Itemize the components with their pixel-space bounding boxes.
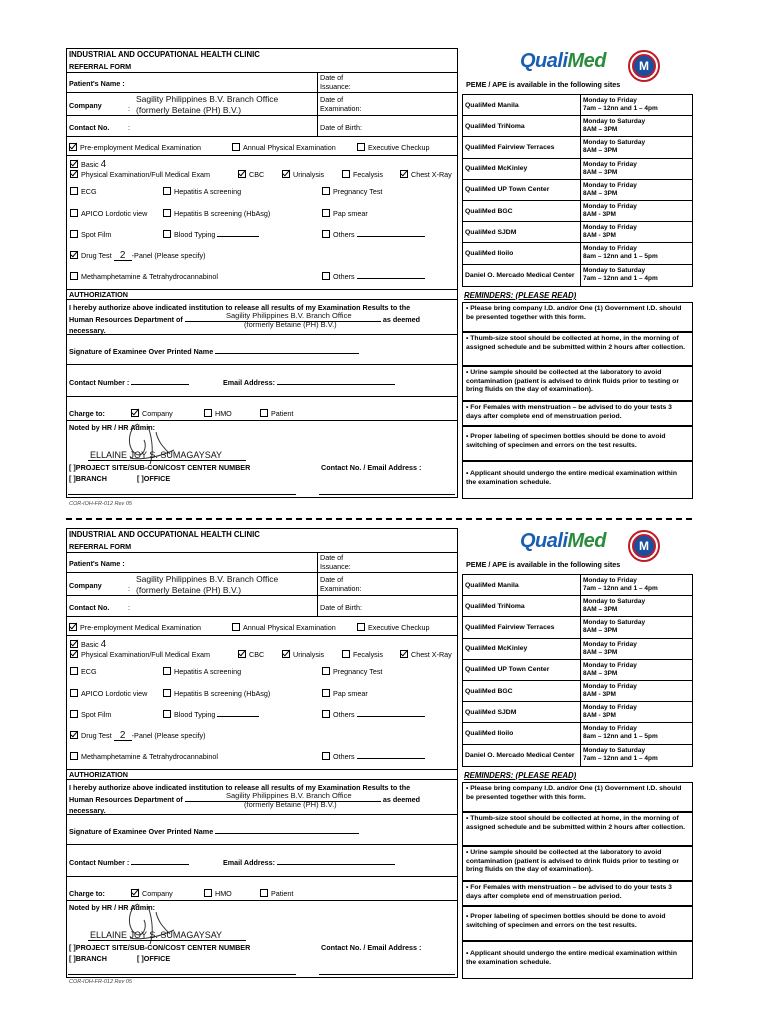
date-issuance-label-2: Issuance: (320, 82, 351, 91)
reminder-item: • Applicant should undergo the entire medical examination within the examination schedule. (462, 461, 693, 499)
sites-table (462, 574, 693, 767)
checkbox-icon (232, 623, 240, 631)
table-row: QualiMed McKinley Monday to Friday 8AM – 3PM (463, 639, 692, 660)
checkbox-icon (70, 187, 78, 195)
reminders-heading: REMINDERS: (PLEASE READ) (464, 771, 577, 780)
apico-option[interactable]: APICO Lordotic view (70, 209, 147, 218)
checkbox-icon (163, 710, 171, 718)
checkbox-checked-icon (70, 650, 78, 658)
drug-panel-value: 2 (119, 250, 126, 261)
reminder-item: • Urine sample should be collected at the laboratory to avoid contamination (patient is advised to drink fluids prior to testing or bring fluids on the day of examination). (462, 366, 693, 401)
checkbox-icon (357, 623, 365, 631)
pre-employment-option[interactable]: Pre-employment Medical Examination (69, 623, 201, 632)
hospital-seal-icon: M (628, 50, 660, 82)
branch-option[interactable]: [ ]BRANCH (69, 954, 107, 963)
signature-label: Signature of Examinee Over Printed Name (69, 347, 359, 356)
charge-patient-option[interactable]: Patient (260, 409, 293, 418)
project-site-option[interactable]: [ ]PROJECT SITE/SUB-CON/COST CENTER NUMBER (69, 943, 251, 952)
pregnancy-option[interactable]: Pregnancy Test (322, 187, 382, 196)
checkbox-icon (70, 230, 78, 238)
company-value-1: Sagility Philippines B.V. Branch Office (136, 94, 279, 104)
checkbox-icon (70, 689, 78, 697)
auth-company-2: (formerly Betaine (PH) B.V.) (244, 800, 337, 809)
footer-code: COR-IOH-FR-012 Rev 05 (69, 501, 132, 507)
company-value-1: Sagility Philippines B.V. Branch Office (136, 574, 279, 584)
hr-name: ELLAINE JOY S. SUMAGAYSAY (90, 450, 223, 460)
checkbox-checked-icon (282, 170, 290, 178)
chest-xray-option[interactable]: Chest X-Ray (400, 170, 452, 179)
spot-film-option[interactable]: Spot Film (70, 230, 111, 239)
metha-option[interactable]: Methamphetamine & Tetrahydrocannabinol (70, 752, 218, 761)
chest-xray-option[interactable]: Chest X-Ray (400, 650, 452, 659)
project-site-option[interactable]: [ ]PROJECT SITE/SUB-CON/COST CENTER NUMBER (69, 463, 251, 472)
contact-number-label: Contact Number : (69, 858, 189, 867)
checkbox-icon (232, 143, 240, 151)
hep-a-option[interactable]: Hepatitis A screening (163, 187, 241, 196)
reminder-item: • Proper labeling of specimen bottles should be done to avoid switching of specimen and errors on the test results. (462, 426, 693, 461)
reminder-item: • Please bring company I.D. and/or One (1) Government I.D. should be presented together with this form. (462, 302, 693, 332)
table-row: QualiMed SJDM Monday to Friday 8AM - 3PM (463, 222, 692, 243)
drug-test-option[interactable]: Drug Test 2 -Panel (Please specify) (70, 731, 206, 741)
checkbox-icon (342, 650, 350, 658)
checkbox-icon (322, 667, 330, 675)
pregnancy-option[interactable]: Pregnancy Test (322, 667, 382, 676)
table-row: QualiMed Iloilo Monday to Friday 8am – 12nn and 1 – 5pm (463, 723, 692, 744)
table-row: QualiMed BGC Monday to Friday 8AM - 3PM (463, 201, 692, 222)
dob-label: Date of Birth: (320, 603, 362, 612)
annual-exam-option[interactable]: Annual Physical Examination (232, 143, 336, 152)
table-row: QualiMed UP Town Center Monday to Friday 8AM – 3PM (463, 660, 692, 681)
executive-checkup-option[interactable]: Executive Checkup (357, 143, 430, 152)
basic-option[interactable]: Basic 4 (70, 160, 106, 169)
reminder-item: • Please bring company I.D. and/or One (1) Government I.D. should be presented together with this form. (462, 782, 693, 812)
executive-checkup-option[interactable]: Executive Checkup (357, 623, 430, 632)
company-colon: : (128, 104, 130, 113)
hr-name: ELLAINE JOY S. SUMAGAYSAY (90, 930, 223, 940)
checkbox-checked-icon (131, 409, 139, 417)
table-row: Daniel O. Mercado Medical Center Monday to Saturday 7am – 12nn and 1 – 4pm (463, 745, 692, 766)
table-row: QualiMed McKinley Monday to Friday 8AM – 3PM (463, 159, 692, 180)
checkbox-icon (163, 667, 171, 675)
table-row: QualiMed Manila Monday to Friday 7am – 12nn and 1 – 4pm (463, 95, 692, 116)
clinic-title: INDUSTRIAL AND OCCUPATIONAL HEALTH CLINIC (69, 530, 260, 539)
pre-employment-option[interactable]: Pre-employment Medical Examination (69, 143, 201, 152)
checkbox-icon (322, 230, 330, 238)
fecalysis-option[interactable]: Fecalysis (342, 650, 383, 659)
contact-email-label: Contact No. / Email Address : (321, 943, 422, 952)
table-row: Daniel O. Mercado Medical Center Monday to Saturday 7am – 12nn and 1 – 4pm (463, 265, 692, 286)
office-option[interactable]: [ ]OFFICE (137, 474, 171, 483)
reminder-item: • For Females with menstruation – be advised to do your tests 3 days after complete end of menstruation period. (462, 401, 693, 426)
company-value-2: (formerly Betaine (PH) B.V.) (136, 105, 242, 115)
checkbox-icon (322, 710, 330, 718)
footer-code: COR-IOH-FR-012 Rev 05 (69, 979, 132, 985)
basic-hand-value: 4 (100, 639, 107, 650)
checkbox-icon (70, 272, 78, 280)
checkbox-checked-icon (131, 889, 139, 897)
referral-form-copy-2 (0, 526, 768, 1006)
checkbox-icon (70, 710, 78, 718)
auth-company-2: (formerly Betaine (PH) B.V.) (244, 320, 337, 329)
form-title: REFERRAL FORM (69, 62, 132, 71)
others-option[interactable]: Others (322, 230, 425, 239)
charge-company-option[interactable]: Company (131, 409, 173, 418)
charge-hmo-option[interactable]: HMO (204, 889, 232, 898)
checkbox-icon (70, 752, 78, 760)
auth-text-1: I hereby authorize above indicated institution to release all results of my Examination Results to the (69, 303, 411, 312)
urinalysis-option[interactable]: Urinalysis (282, 170, 324, 179)
company-colon: : (128, 584, 130, 593)
company-label: Company (69, 101, 102, 110)
checkbox-icon (322, 272, 330, 280)
date-issuance-label-2: Issuance: (320, 562, 351, 571)
hospital-seal-icon: M (628, 530, 660, 562)
company-label: Company (69, 581, 102, 590)
checkbox-icon (204, 409, 212, 417)
auth-text-3: necessary. (69, 326, 106, 335)
checkbox-icon (322, 752, 330, 760)
checkbox-icon (322, 187, 330, 195)
checkbox-icon (163, 209, 171, 217)
auth-company-1: Sagility Philippines B.V. Branch Office (226, 311, 352, 320)
clinic-title: INDUSTRIAL AND OCCUPATIONAL HEALTH CLINIC (69, 50, 260, 59)
authorization-heading: AUTHORIZATION (69, 770, 128, 779)
basic-option[interactable]: Basic 4 (70, 640, 106, 649)
email-label: Email Address: (223, 858, 395, 867)
noted-by-label: Noted by HR / HR Admin: (69, 423, 155, 432)
reminder-item: • Applicant should undergo the entire medical examination within the examination schedule. (462, 941, 693, 979)
checkbox-icon (70, 209, 78, 217)
table-row: QualiMed Iloilo Monday to Friday 8am – 12nn and 1 – 5pm (463, 243, 692, 264)
checkbox-icon (163, 187, 171, 195)
form-title: REFERRAL FORM (69, 542, 132, 551)
hep-a-option[interactable]: Hepatitis A screening (163, 667, 241, 676)
contact-colon: : (128, 123, 130, 132)
contact-number-label: Contact Number : (69, 378, 189, 387)
sites-heading: PEME / APE is available in the following sites (466, 80, 621, 89)
drug-test-option[interactable]: Drug Test 2 -Panel (Please specify) (70, 251, 206, 261)
qualimed-logo: QualiMed (520, 50, 607, 72)
contact-email-label: Contact No. / Email Address : (321, 463, 422, 472)
reminder-item: • Thumb-size stool should be collected at home, in the morning of assigned schedule and be submitted within 2 hours after collection. (462, 812, 693, 846)
table-row: QualiMed Fairview Terraces Monday to Saturday 8AM – 3PM (463, 137, 692, 158)
referral-form-copy-1 (0, 46, 768, 526)
physical-exam-option[interactable]: Physical Examination/Full Medical Exam (70, 170, 210, 179)
pap-option[interactable]: Pap smear (322, 209, 368, 218)
ecg-option[interactable]: ECG (70, 187, 97, 196)
company-value-2: (formerly Betaine (PH) B.V.) (136, 585, 242, 595)
table-row: QualiMed UP Town Center Monday to Friday 8AM – 3PM (463, 180, 692, 201)
sites-heading: PEME / APE is available in the following sites (466, 560, 621, 569)
hep-b-option[interactable]: Hepatitis B screening (HbAsg) (163, 689, 270, 698)
checkbox-icon (204, 889, 212, 897)
authorization-heading: AUTHORIZATION (69, 290, 128, 299)
branch-option[interactable]: [ ]BRANCH (69, 474, 107, 483)
checkbox-icon (322, 209, 330, 217)
checkbox-icon (260, 409, 268, 417)
sites-table (462, 94, 693, 287)
checkbox-icon (163, 230, 171, 238)
others-option[interactable]: Others (322, 710, 425, 719)
checkbox-checked-icon (238, 650, 246, 658)
auth-text-2: Human Resources Department of as deemed (69, 795, 420, 804)
ecg-option[interactable]: ECG (70, 667, 97, 676)
date-exam-label-2: Examination: (320, 584, 362, 593)
cut-line (66, 518, 692, 520)
qualimed-logo: QualiMed (520, 530, 607, 552)
patient-name-label: Patient's Name : (69, 559, 125, 568)
noted-by-label: Noted by HR / HR Admin: (69, 903, 155, 912)
physical-exam-option[interactable]: Physical Examination/Full Medical Exam (70, 650, 210, 659)
date-exam-label-2: Examination: (320, 104, 362, 113)
checkbox-checked-icon (70, 251, 78, 259)
annual-exam-option[interactable]: Annual Physical Examination (232, 623, 336, 632)
charge-hmo-option[interactable]: HMO (204, 409, 232, 418)
checkbox-checked-icon (238, 170, 246, 178)
apico-option[interactable]: APICO Lordotic view (70, 689, 147, 698)
table-row: QualiMed Fairview Terraces Monday to Saturday 8AM – 3PM (463, 617, 692, 638)
date-issuance-label: Date of (320, 73, 344, 82)
pap-option[interactable]: Pap smear (322, 689, 368, 698)
table-row: QualiMed BGC Monday to Friday 8AM - 3PM (463, 681, 692, 702)
checkbox-checked-icon (70, 731, 78, 739)
urinalysis-option[interactable]: Urinalysis (282, 650, 324, 659)
table-row: QualiMed TriNoma Monday to Saturday 8AM – 3PM (463, 116, 692, 137)
basic-hand-value: 4 (100, 159, 107, 170)
charge-to-label: Charge to: (69, 409, 105, 418)
others2-option[interactable]: Others (322, 752, 425, 761)
signature-label: Signature of Examinee Over Printed Name (69, 827, 359, 836)
dob-label: Date of Birth: (320, 123, 362, 132)
cbc-option[interactable]: CBC (238, 170, 264, 179)
auth-company-1: Sagility Philippines B.V. Branch Office (226, 791, 352, 800)
fecalysis-option[interactable]: Fecalysis (342, 170, 383, 179)
contact-label: Contact No. (69, 603, 110, 612)
table-row: QualiMed Manila Monday to Friday 7am – 12nn and 1 – 4pm (463, 575, 692, 596)
charge-company-option[interactable]: Company (131, 889, 173, 898)
reminder-item: • For Females with menstruation – be advised to do your tests 3 days after complete end of menstruation period. (462, 881, 693, 906)
auth-text-2: Human Resources Department of as deemed (69, 315, 420, 324)
checkbox-checked-icon (70, 170, 78, 178)
reminder-item: • Urine sample should be collected at the laboratory to avoid contamination (patient is advised to drink fluids prior to testing or bring fluids on the day of examination). (462, 846, 693, 881)
others2-option[interactable]: Others (322, 272, 425, 281)
hep-b-option[interactable]: Hepatitis B screening (HbAsg) (163, 209, 270, 218)
checkbox-icon (357, 143, 365, 151)
email-label: Email Address: (223, 378, 395, 387)
checkbox-checked-icon (69, 143, 77, 151)
metha-option[interactable]: Methamphetamine & Tetrahydrocannabinol (70, 272, 218, 281)
spot-film-option[interactable]: Spot Film (70, 710, 111, 719)
blood-typing-option[interactable]: Blood Typing (163, 710, 259, 719)
checkbox-icon (322, 689, 330, 697)
checkbox-icon (163, 689, 171, 697)
auth-text-1: I hereby authorize above indicated institution to release all results of my Examination Results to the (69, 783, 411, 792)
contact-label: Contact No. (69, 123, 110, 132)
charge-to-label: Charge to: (69, 889, 105, 898)
checkbox-icon (342, 170, 350, 178)
date-exam-label: Date of (320, 95, 344, 104)
reminders-heading: REMINDERS: (PLEASE READ) (464, 291, 577, 300)
office-option[interactable]: [ ]OFFICE (137, 954, 171, 963)
table-row: QualiMed TriNoma Monday to Saturday 8AM – 3PM (463, 596, 692, 617)
contact-colon: : (128, 603, 130, 612)
checkbox-icon (70, 667, 78, 675)
charge-patient-option[interactable]: Patient (260, 889, 293, 898)
checkbox-checked-icon (400, 170, 408, 178)
cbc-option[interactable]: CBC (238, 650, 264, 659)
blood-typing-option[interactable]: Blood Typing (163, 230, 259, 239)
auth-text-3: necessary. (69, 806, 106, 815)
patient-name-label: Patient's Name : (69, 79, 125, 88)
checkbox-checked-icon (69, 623, 77, 631)
date-exam-label: Date of (320, 575, 344, 584)
checkbox-checked-icon (400, 650, 408, 658)
checkbox-checked-icon (282, 650, 290, 658)
table-row: QualiMed SJDM Monday to Friday 8AM - 3PM (463, 702, 692, 723)
reminder-item: • Proper labeling of specimen bottles should be done to avoid switching of specimen and errors on the test results. (462, 906, 693, 941)
drug-panel-value: 2 (119, 730, 126, 741)
reminder-item: • Thumb-size stool should be collected at home, in the morning of assigned schedule and be submitted within 2 hours after collection. (462, 332, 693, 366)
date-issuance-label: Date of (320, 553, 344, 562)
checkbox-icon (260, 889, 268, 897)
